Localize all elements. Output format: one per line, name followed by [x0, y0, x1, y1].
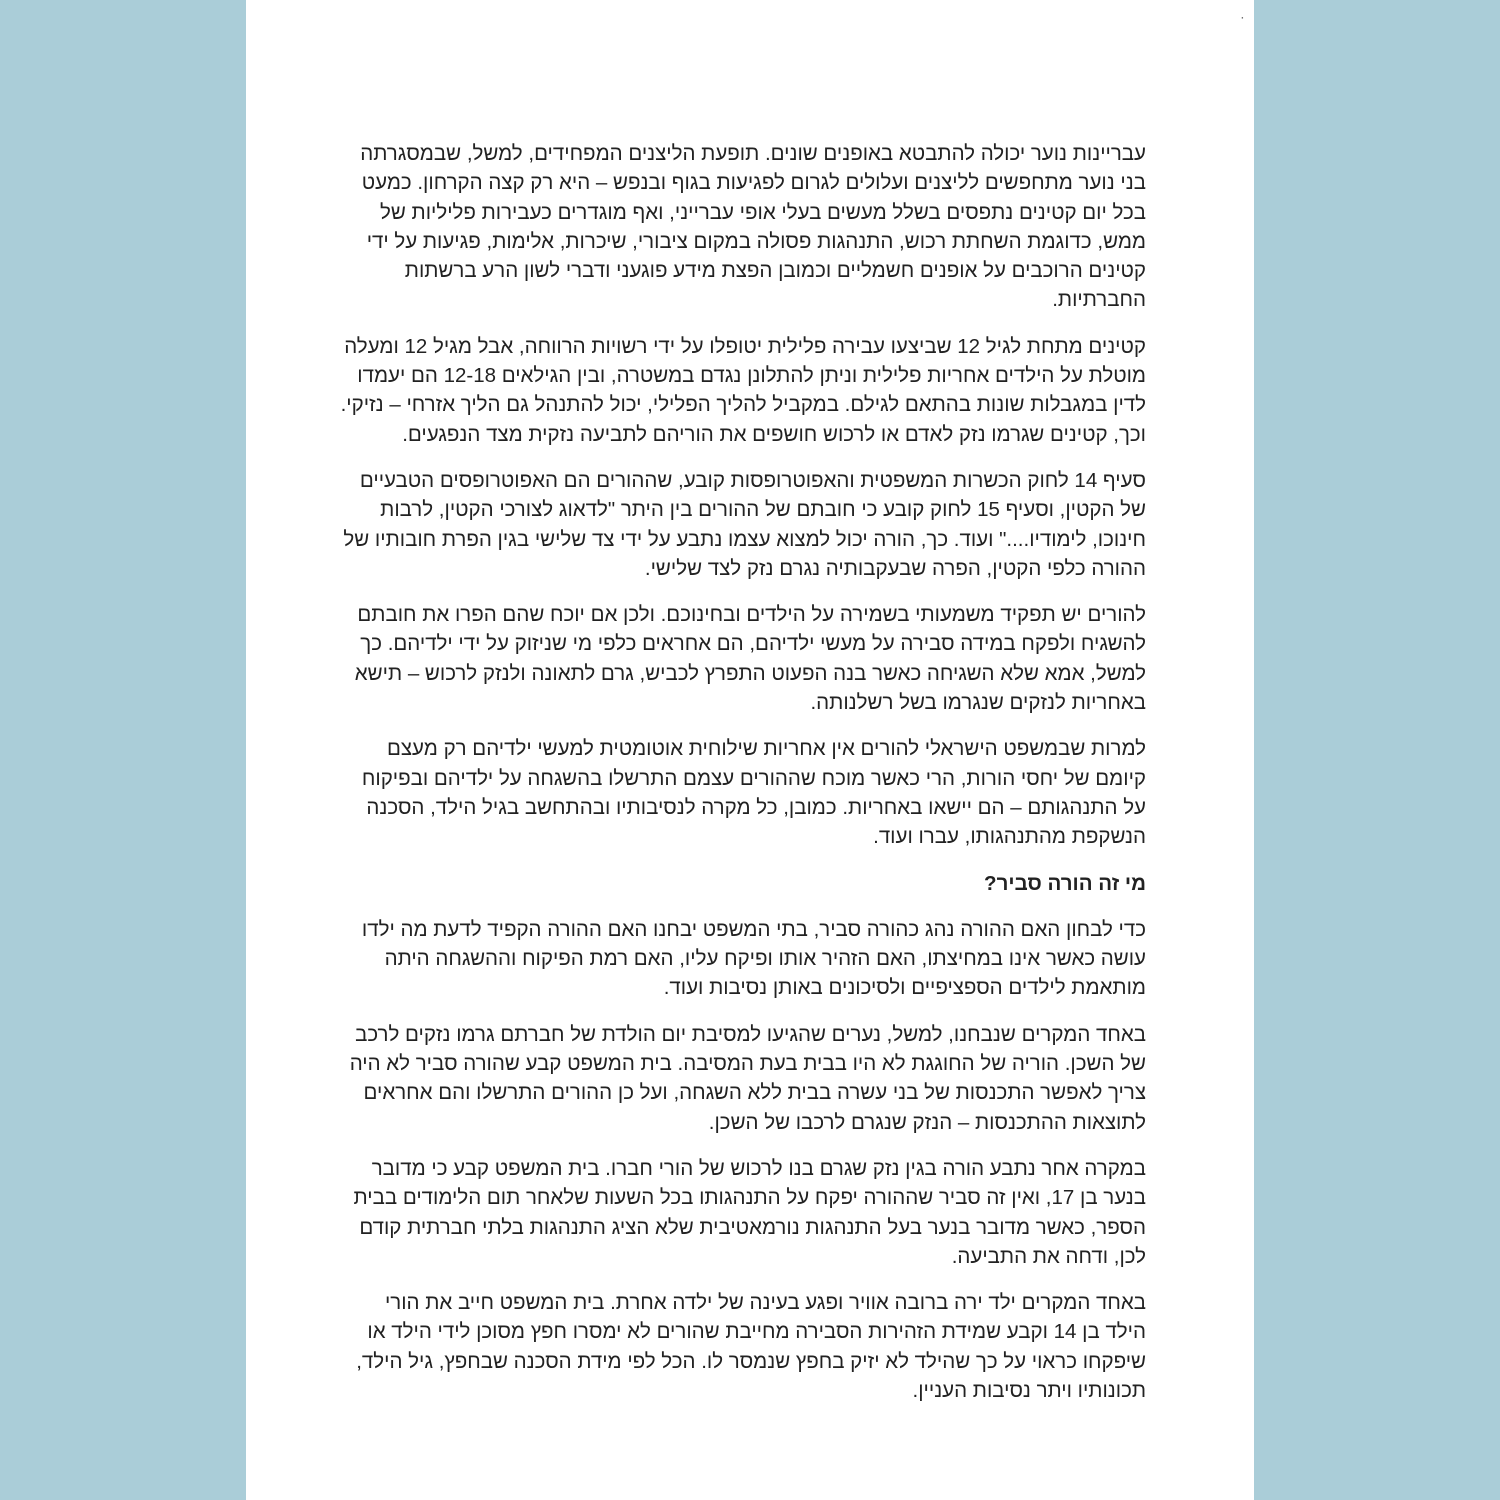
document-body	[340, 139, 1146, 1422]
section-heading: מי זה הורה סביר?	[984, 871, 1146, 895]
paragraph-5: למרות שבמשפט הישראלי להורים אין אחריות שילוחית אוטומטית למעשי ילדיהם רק מעצם קיומם של יחסי הורות, הרי כאשר מוכח שההורים עצמם התרשלו בהשגחה על ילדיהם ובפיקוח על התנהגותם – הם יישאו באחריות. כמובן, כל מקרה לנסיבותיו ובהתחשב בגיל הילד, הסכנה הנשקפת מהתנהגותו, עברו ועוד.	[361, 737, 1146, 849]
paragraph-1: עבריינות נוער יכולה להתבטא באופנים שונים. תופעת הליצנים המפחידים, למשל, שבמסגרתה בני נוער מתחפשים לליצנים ועלולים לגרום לפגיעות בגוף ובנפש – היא רק קצה הקרחון. כמעט בכל יום קטינים נתפסים בשלל מעשים בעלי אופי עברייני, ואף מוגדרים כעבירות פליליות של ממש, כדוגמת השחתת רכוש, התנהגות פסולה במקום ציבורי, שיכרות, אלימות, פגיעות על ידי קטינים הרוכבים על אופנים חשמליים וכמובן הפצת מידע פוגעני ודברי לשון הרע ברשתות החברתיות.	[360, 142, 1146, 312]
corner-mark	[1240, 14, 1248, 38]
paragraph-3: סעיף 14 לחוק הכשרות המשפטית והאפוטרופסות קובע, שההורים הם האפוטרופסים הטבעיים של הקטין, וסעיף 15 לחוק קובע כי חובתם של ההורים בין היתר "לדאוג לצורכי הקטין, לרבות חינוכו, לימודיו...." ועוד. כך, הורה יכול למצוא עצמו נתבע על ידי צד שלישי בגין הפרת חובותיו של ההורה כלפי הקטין, הפרה שבעקבותיה נגרם נזק לצד שלישי.	[343, 468, 1146, 580]
paragraph-9: באחד המקרים ילד ירה ברובה אוויר ופגע בעינה של ילדה אחרת. בית המשפט חייב את הורי הילד בן 14 וקבע שמידת הזהירות הסבירה מחייבת שהורים לא ימסרו חפץ מסוכן לידי הילד או שיפקחו כראוי על כך שהילד לא יזיק בחפץ שנמסר לו. הכל לפי מידת הסכנה שבחפץ, גיל הילד, תכונותיו ויתר נסיבות העניין.	[356, 1291, 1146, 1402]
paragraph-6: כדי לבחון האם ההורה נהג כהורה סביר, בתי המשפט יבחנו האם ההורה הקפיד לדעת מה ילדו עושה כאשר אינו במחיצתו, האם הזהיר אותו ופיקח עליו, האם רמת הפיקוח וההשגחה היתה מותאמת לילדים הספציפיים ולסיכונים באותן נסיבות ועוד.	[361, 917, 1146, 1000]
paragraph-2: קטינים מתחת לגיל 12 שביצעו עבירה פלילית יטופלו על ידי רשויות הרווחה, אבל מגיל 12 ומעלה מוטלת על הילדים אחריות פלילית וניתן להתלונן נגדם במשטרה, ובין הגילאים 12-18 הם יעמדו לדין במגבלות שונות בהתאם לגילם. במקביל להליך הפלילי, יכול להתנהל גם הליך אזרחי – נזיקי. וכך, קטינים שגרמו נזק לאדם או לרכוש חושפים את הוריהם לתביעה נזקית מצד הנפגעים.	[340, 334, 1146, 446]
paragraph-8: במקרה אחר נתבע הורה בגין נזק שגרם בנו לרכוש של הורי חברו. בית המשפט קבע כי מדובר בנער בן 17, ואין זה סביר שההורה יפקח על התנהגותו בכל השעות שלאחר תום הלימודים בבית הספר, כאשר מדובר בנער בעל התנהגות נורמאטיבית שלא הציג התנהגות בלתי חברתית קודם לכן, ודחה את התביעה.	[353, 1156, 1146, 1268]
paragraph-4: להורים יש תפקיד משמעותי בשמירה על הילדים ובחינוכם. ולכן אם יוכח שהם הפרו את חובתם להשגיח ולפקח במידה סבירה על מעשי ילדיהם, הם אחראים כלפי מי שניזוק על ידי ילדיהם. כך למשל, אמא שלא השגיחה כאשר בנה הפעוט התפרץ לכביש, גרם לתאונה ולנזק לרכוש – תישא באחריות לנזקים שנגרמו בשל רשלנותה.	[354, 603, 1146, 715]
paragraph-7: באחד המקרים שנבחנו, למשל, נערים שהגיעו למסיבת יום הולדת של חברתם גרמו נזקים לרכב של השכן. הוריה של החוגגת לא היו בבית בעת המסיבה. בית המשפט קבע שהורה סביר לא היה צריך לאפשר התכנסות של בני עשרה בבית ללא השגחה, ועל כן ההורים התרשלו והם אחראים לתוצאות ההתכנסות – הנזק שנגרם לרכבו של השכן.	[349, 1022, 1146, 1134]
